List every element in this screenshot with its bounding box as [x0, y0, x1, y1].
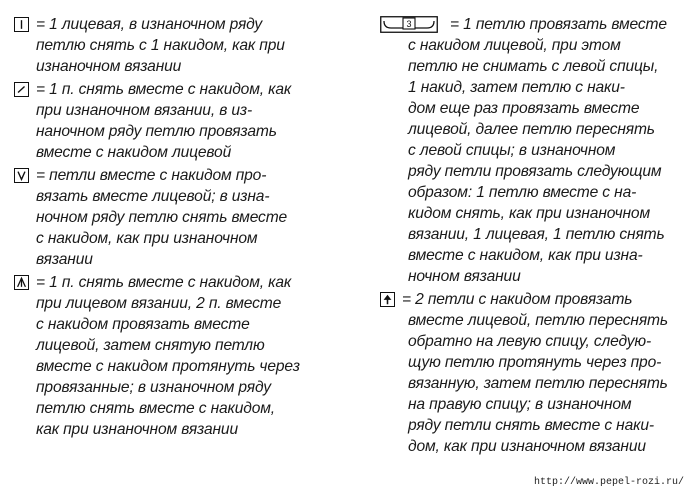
legend-left-column — [14, 14, 332, 442]
legend-right-column — [380, 14, 680, 459]
watermark-url: http://www.pepel-rozi.ru/ — [533, 477, 684, 488]
legend-text-line: изнаночном вязании — [36, 58, 182, 75]
legend-text-line: петлю снять вместе с накидом, — [36, 400, 275, 417]
legend-text-line: с левой спицы; в изнаночном — [408, 142, 616, 159]
legend-text-line: вязанную, затем петлю переснять — [408, 375, 668, 392]
legend-text-line: вместе с накидом протянуть через — [36, 358, 300, 375]
bracket-3-number: 3 — [406, 19, 412, 29]
legend-text-line: = 1 п. снять вместе с накидом, как — [36, 81, 292, 98]
legend-text-line: = 2 петли с накидом провязать — [402, 291, 633, 308]
legend-text-line: щую петлю протянуть через про- — [408, 354, 662, 371]
legend-text-line: провязанные; в изнаночном ряду — [36, 379, 271, 396]
legend-text-line: = 1 петлю провязать вместе — [450, 16, 667, 33]
legend-text-line: лицевой, далее петлю переснять — [408, 121, 655, 138]
legend-text-line: = 1 п. снять вместе с накидом, как — [36, 274, 292, 291]
legend-text-line: на правую спицу; в изнаночном — [408, 396, 632, 413]
slash-icon — [14, 82, 29, 97]
legend-text-line: с накидом, как при изнаночном — [36, 230, 258, 247]
legend-text-line: = петли вместе с накидом про- — [36, 167, 267, 184]
legend-text-line: с накидом провязать вместе — [36, 316, 250, 333]
caret-bar-icon — [14, 275, 29, 290]
legend-text-line: обратно на левую спицу, следую- — [408, 333, 652, 350]
legend-text-line: вязании — [36, 251, 93, 268]
legend-text-line: ряду петли провязать следующим — [408, 163, 662, 180]
legend-text-line: при лицевом вязании, 2 п. вместе — [36, 295, 282, 312]
legend-entry-pass-over-arrow — [380, 289, 680, 457]
v-icon — [14, 168, 29, 183]
legend-text-line: как при изнаночном вязании — [36, 421, 238, 438]
legend-entry-knit-slip — [14, 14, 332, 77]
legend-text-line: дом, как при изнаночном вязании — [408, 438, 646, 455]
legend-text-line: вязать вместе лицевой; в изна- — [36, 188, 270, 205]
legend-text-line: = 1 лицевая, в изнаночном ряду — [36, 16, 263, 33]
legend-entry-knit-together — [14, 165, 332, 270]
legend-text-line: при изнаночном вязании, в из- — [36, 102, 253, 119]
legend-text-line: вместе с накидом лицевой — [36, 144, 232, 161]
vertical-bar-icon — [14, 17, 29, 32]
bracket-3-icon — [380, 16, 438, 33]
legend-text-line: вместе лицевой, петлю переснять — [408, 312, 668, 329]
legend-text-line: с накидом лицевой, при этом — [408, 37, 621, 54]
legend-entry-slip-with-yo — [14, 79, 332, 163]
legend-text-line: вязании, 1 лицевая, 1 петлю снять — [408, 226, 665, 243]
legend-text-line: ночном ряду петлю снять вместе — [36, 209, 288, 226]
legend-text-line: ночном вязании — [408, 268, 521, 285]
legend-text-line: 1 накид, затем петлю с наки- — [408, 79, 625, 96]
legend-text-line: петлю снять с 1 накидом, как при — [36, 37, 285, 54]
legend-entry-slip-pass-over — [14, 272, 332, 440]
legend-text-line: образом: 1 петлю вместе с на- — [408, 184, 637, 201]
legend-text-line: дом еще раз провязать вместе — [408, 100, 640, 117]
legend-text-line: лицевой, затем снятую петлю — [36, 337, 265, 354]
up-arrow-icon — [380, 292, 395, 307]
legend-text-line: вместе с накидом, как при изна- — [408, 247, 643, 264]
legend-text-line: наночном ряду петлю провязать — [36, 123, 277, 140]
legend-text-line: ряду петли снять вместе с наки- — [408, 417, 654, 434]
legend-text-line: кидом снять, как при изнаночном — [408, 205, 650, 222]
legend-text-line: петлю не снимать с левой спицы, — [408, 58, 659, 75]
legend-entry-three-from-one — [380, 14, 680, 287]
